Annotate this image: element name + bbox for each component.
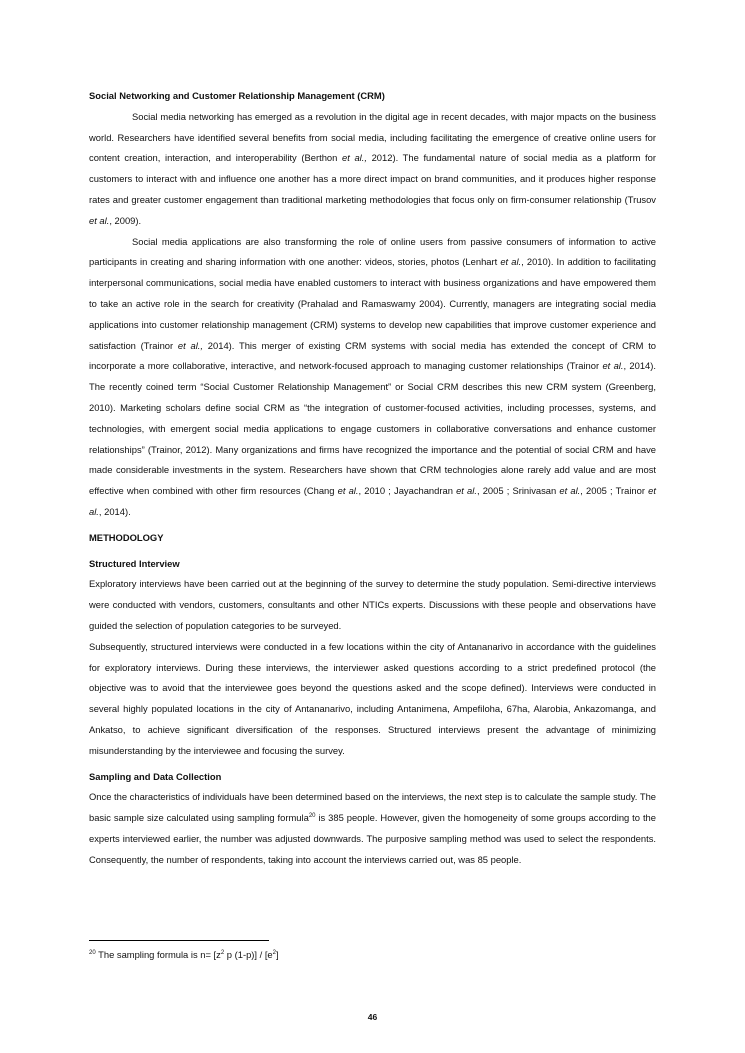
footnote: $^{20}$ The sampling formula is $n= [z^2$ p $(1-p)] / [e^2]$ [89, 949, 279, 960]
paragraph-social-crm: Social media applications are also transforming the role of online users from passive consumers of information to active participants in creating and sharing information with one another: videos, stories, photos (Lenhart et al., 2010). In addition to facilitating interpersonal communications, social media have enabled customers to interact with business organizations and have empowered them to take an active role in the search for creativity (Prahalad and Ramaswamy 2004). Currently, managers are integrating social media applications into customer relationship management (CRM) systems to develop new capabilities that improve customer experience and satisfaction (Trainor et al., 2014). This merger of existing CRM systems with social media has extended the concept of CRM to incorporate a more collaborative, interactive, and network-focused approach to managing customer relationships (Trainor et al., 2014). The recently coined term “Social Customer Relationship Management” or Social CRM describes this new CRM system (Greenberg, 2010). Marketing scholars define social CRM as “the integration of customer-focused activities, including processes, systems, and technologies, with emergent social media applications to engage customers in collaborative conversations and enhance customer relationships” (Trainor, 2012). Many organizations and firms have recognized the importance and the potential of social CRM and have made considerable investments in the system. Researchers have shown that CRM technologies alone rarely add value and are most effective when combined with other firm resources (Chang et al., 2010 ; Jayachandran et al., 2005 ; Srinivasan et al., 2005 ; Trainor et al., 2014). [89, 235, 657, 517]
section-heading-social-crm: Social Networking and Customer Relationship Management (CRM) [89, 90, 385, 101]
sampling-heading: Sampling and Data Collection [89, 770, 222, 782]
footnote-reference[interactable]: 20 [308, 812, 316, 819]
paragraph-sampling: Once the characteristics of individuals have been determined based on the interviews, the next step is to calculate the sample study. The basic sample size calculated using sampling formula$^{20}$ is 385 people. However, given the homogeneity of some groups according to the experts interviewed earlier, the number was adjusted downwards. The purposive sampling method was used to select the respondents. Consequently, the number of respondents, taking into account the interviews carried out, was 85 people. [89, 791, 656, 865]
paragraph-exploratory-interviews: Exploratory interviews have been carried out at the beginning of the survey to determine the study population. Semi-directive interviews were conducted with vendors, customers, consultants and other NTICs experts. Discussions with these people and observations have guided the selection of population categories to be surveyed. [89, 578, 656, 631]
page-body [89, 86, 656, 870]
paragraph-structured-interviews: Subsequently, structured interviews were conducted in a few locations within the city of Antananarivo in accordance with the guidelines for exploratory interviews. During these interviews, the interviewer asked questions according to a strict predefined protocol (the objective was to avoid that the interviewee goes beyond the questions asked and the scope defined). Interviews were conducted in several highly populated locations in the city of Antananarivo, including Antanimena, Ampefiloha, 67ha, Alarobia, Ankazomanga, and Ankatso, to achieve significant diversification of the responses. Structured interviews present the advantage of minimizing misunderstanding by the interviewee and focusing the survey. [89, 640, 656, 756]
paragraph-social-media-revolution: Social media networking has emerged as a revolution in the digital age in recent decades, with major mpacts on the business world. Researchers have identified several benefits from social media, including facilitating the emergence of creative online users for content creation, interaction, and interoperability (Berthon et al., 2012). The fundamental nature of social media as a platform for customers to interact with and influence one another has a more direct impact on brand communities, and it produces higher response rates and greater customer engagement than traditional marketing methodologies that focus only on firm-consumer relationship (Trusov et al., 2009). [89, 110, 656, 226]
page-number: 46 [367, 1012, 378, 1022]
structured-interview-heading: Structured Interview [89, 557, 180, 569]
methodology-heading: METHODOLOGY [89, 531, 164, 543]
footnote-divider [89, 940, 269, 941]
